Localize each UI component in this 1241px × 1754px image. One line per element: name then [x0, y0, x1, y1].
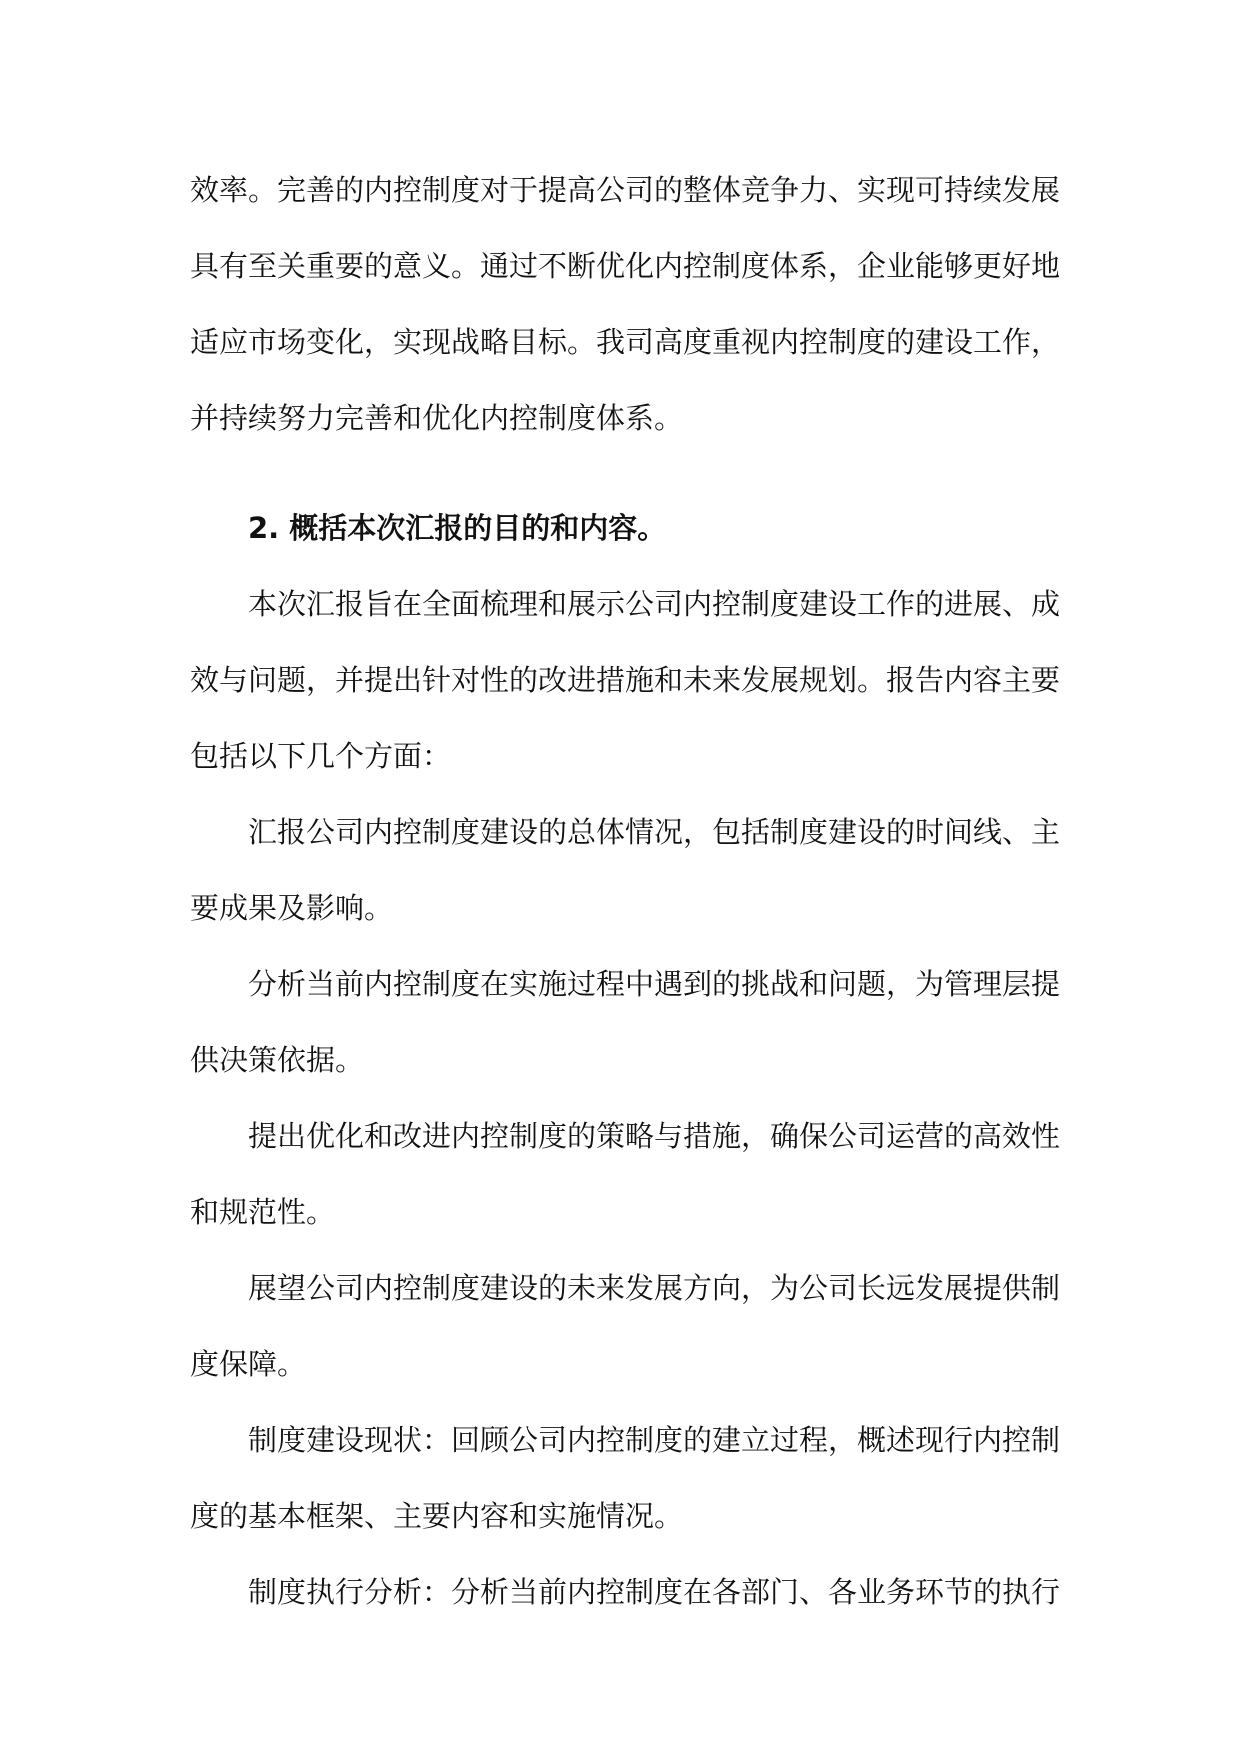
document-body [190, 152, 1060, 1630]
paragraph-continuation: 效率。完善的内控制度对于提高公司的整体竞争力、实现可持续发展具有至关重要的意义。通过不断优化内控制度体系，企业能够更好地适应市场变化，实现战略目标。我司高度重视内控制度的建设工作，并持续努力完善和优化内控制度体系。 [190, 173, 1061, 435]
paragraph: 汇报公司内控制度建设的总体情况，包括制度建设的时间线、主要成果及影响。 [190, 815, 1061, 925]
section-heading: 2. 概括本次汇报的目的和内容。 [248, 511, 667, 545]
paragraph: 提出优化和改进内控制度的策略与措施，确保公司运营的高效性和规范性。 [190, 1119, 1061, 1229]
paragraph: 制度执行分析：分析当前内控制度在各部门、各业务环节的执行 [248, 1575, 1061, 1609]
paragraph: 制度建设现状：回顾公司内控制度的建立过程，概述现行内控制度的基本框架、主要内容和实施情况。 [190, 1423, 1061, 1533]
paragraph: 本次汇报旨在全面梳理和展示公司内控制度建设工作的进展、成效与问题，并提出针对性的改进措施和未来发展规划。报告内容主要包括以下几个方面： [190, 587, 1061, 773]
paragraph: 分析当前内控制度在实施过程中遇到的挑战和问题，为管理层提供决策依据。 [190, 967, 1061, 1077]
paragraph: 展望公司内控制度建设的未来发展方向，为公司长远发展提供制度保障。 [190, 1271, 1061, 1381]
